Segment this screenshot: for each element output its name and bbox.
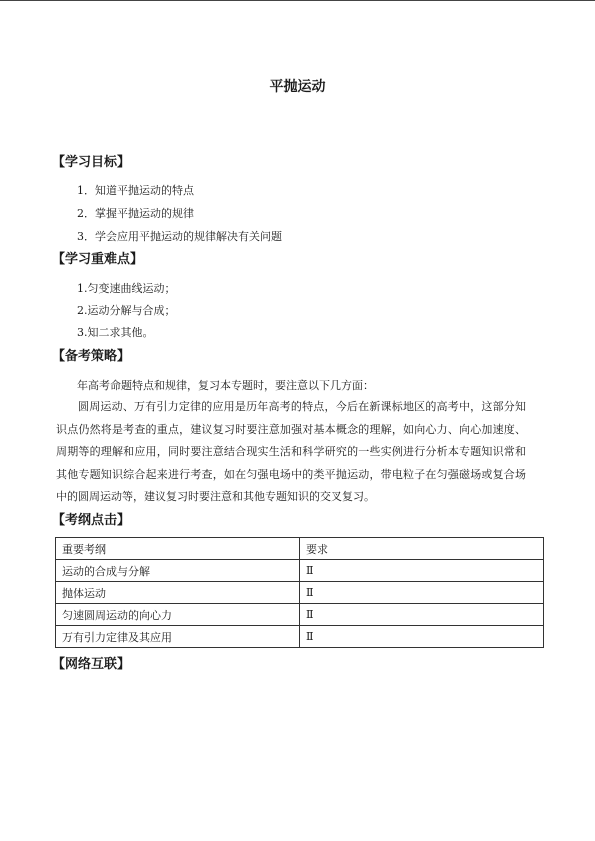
table-cell: Ⅱ [300,560,544,582]
page-title: 平抛运动 [269,79,326,95]
strategy-body: 圆周运动、万有引力定律的应用是历年高考的特点，今后在新课标地区的高考中，这部分知识点仍然将是考查的重点，建议复习时要注意加强对基本概念的理解，如向心力、向心加速度、周期等的理解和应用，同时要注意结合现实生活和科学研究的一些实例进行分析本专题知识常和其他专题知识综合起来进行考查，如在匀强电场中的类平抛运动，带电粒子在匀强磁场或复合场中的圆周运动等，建议复习时要注意和其他专题知识的交叉复习。 [56,400,526,503]
table-row [56,560,544,582]
strategy-intro: 年高考命题特点和规律，复习本专题时，要注意以下几方面： [77,379,374,392]
table-cell: 万有引力定律及其应用 [56,626,300,648]
table-cell: 抛体运动 [56,582,300,604]
objective-item-3: 3．学会应用平抛运动的规律解决有关问题 [77,230,282,243]
key-point-item-2: 2.运动分解与合成； [77,304,176,317]
strategy-heading: 【备考策略】 [52,349,131,364]
outline-heading: 【考纲点击】 [52,513,131,528]
objective-item-2: 2．掌握平抛运动的规律 [77,207,194,220]
table-row [56,604,544,626]
table-header-row [56,538,544,560]
key-point-item-3: 3.知二求其他。 [77,326,154,339]
table-cell: Ⅱ [300,582,544,604]
table-row [56,582,544,604]
table-row [56,626,544,648]
objective-item-1: 1．知道平抛运动的特点 [77,184,194,197]
table-cell: Ⅱ [300,626,544,648]
network-heading: 【网络互联】 [52,657,131,672]
objectives-heading: 【学习目标】 [52,155,131,170]
table-cell: 运动的合成与分解 [56,560,300,582]
page-top-rule [0,0,595,1]
outline-table [55,537,544,648]
table-cell: 匀速圆周运动的向心力 [56,604,300,626]
table-header-cell: 重要考纲 [56,538,300,560]
key-point-item-1: 1.匀变速曲线运动； [77,282,176,295]
table-cell: Ⅱ [300,604,544,626]
key-points-heading: 【学习重难点】 [52,252,144,267]
table-header-cell: 要求 [300,538,544,560]
